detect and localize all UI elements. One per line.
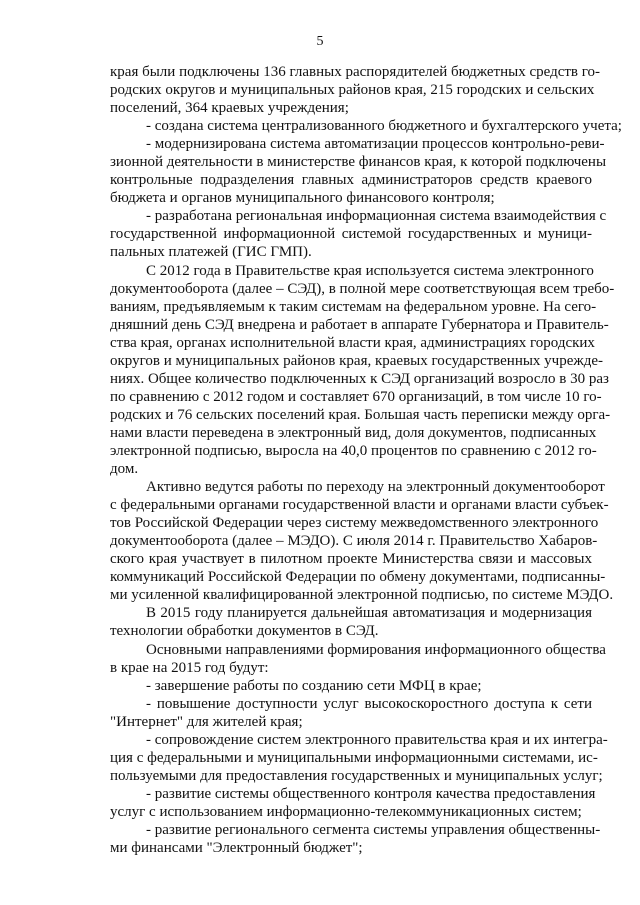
text-line: - развитие регионального сегмента системы управления общественны- (146, 821, 601, 838)
document-body (110, 63, 622, 857)
text-line: по сравнению с 2012 годом и составляет 670 организаций, в том числе 10 го- (110, 388, 602, 405)
text-line: документооборота (далее – МЭДО). С июля 2014 г. Правительство Хабаров- (110, 533, 598, 550)
text-line: "Интернет" для жителей края; (110, 713, 303, 730)
text-line: дняшний день СЭД внедрена и работает в аппарате Губернатора и Правитель- (110, 316, 609, 333)
text-line: - развитие системы общественного контроля качества предоставления (146, 785, 596, 802)
text-line: родских округов и муниципальных районов края, 215 городских и сельских (110, 82, 595, 99)
text-line: государственной информационной системой государственных и муници- (110, 226, 592, 243)
page-number: 5 (316, 34, 324, 49)
text-line: контрольные подразделения главных администраторов средств краевого (110, 172, 592, 189)
text-line: поселений, 364 краевых учреждения; (110, 100, 349, 117)
text-line: документооборота (далее – СЭД), в полной мере соответствующая всем требо- (110, 280, 615, 297)
text-line: ства края, органах исполнительной власти края, администрациях городских (110, 334, 595, 351)
text-line: пользуемыми для предоставления государственных и муниципальных услуг; (110, 767, 603, 784)
text-line: с федеральными органами государственной власти и органами власти субъек- (110, 497, 609, 514)
text-line: С 2012 года в Правительстве края используется система электронного (146, 262, 594, 279)
text-line: Основными направлениями формирования информационного общества (146, 641, 606, 658)
text-line: - создана система централизованного бюджетного и бухгалтерского учета; (146, 118, 622, 135)
text-line: коммуникаций Российской Федерации по обмену документами, подписанны- (110, 569, 606, 586)
text-line: В 2015 году планируется дальнейшая автоматизация и модернизация (146, 605, 592, 622)
text-line: - разработана региональная информационная система взаимодействия с (146, 208, 607, 225)
text-line: в крае на 2015 год будут: (110, 659, 269, 676)
text-line: зионной деятельности в министерстве финансов края, к которой подключены (110, 154, 607, 171)
text-line: ми финансами "Электронный бюджет"; (110, 840, 363, 857)
text-line: Активно ведутся работы по переходу на электронный документооборот (146, 479, 605, 496)
text-line: ниях. Общее количество подключенных к СЭД организаций возросло в 30 раз (110, 370, 609, 387)
text-line: края были подключены 136 главных распорядителей бюджетных средств го- (110, 64, 601, 80)
text-line: тов Российской Федерации через систему межведомственного электронного (110, 515, 599, 532)
text-line: бюджета и органов муниципального финансового контроля; (110, 190, 495, 207)
text-line: ского края участвует в пилотном проекте Министерства связи и массовых (110, 551, 592, 568)
text-line: - завершение работы по созданию сети МФЦ в крае; (146, 677, 482, 694)
text-line: пальных платежей (ГИС ГМП). (110, 244, 312, 261)
text-line: услуг с использованием информационно-телекоммуникационных систем; (110, 803, 582, 820)
text-line: дом. (110, 461, 139, 478)
text-line: - сопровождение систем электронного правительства края и их интегра- (146, 731, 608, 748)
text-line: ми усиленной квалифицированной электронной подписью, по системе МЭДО. (110, 587, 614, 604)
text-line: родских и 76 сельских поселений края. Большая часть переписки между орга- (110, 406, 611, 423)
text-line: ваниям, предъявляемым к таким системам на федеральном уровне. На сего- (110, 298, 597, 315)
text-line: нами власти переведена в электронный вид, доля документов, подписанных (110, 424, 597, 441)
text-line: ция с федеральными и муниципальными информационными системами, ис- (110, 749, 598, 766)
text-line: - модернизирована система автоматизации процессов контрольно-реви- (146, 136, 605, 153)
text-line: - повышение доступности услуг высокоскоростного доступа к сети (146, 695, 592, 712)
text-line: технологии обработки документов в СЭД. (110, 623, 379, 640)
text-line: округов и муниципальных районов края, краевых государственных учрежде- (110, 352, 604, 369)
text-line: электронной подписью, выросла на 40,0 процентов по сравнению с 2012 го- (110, 442, 597, 459)
